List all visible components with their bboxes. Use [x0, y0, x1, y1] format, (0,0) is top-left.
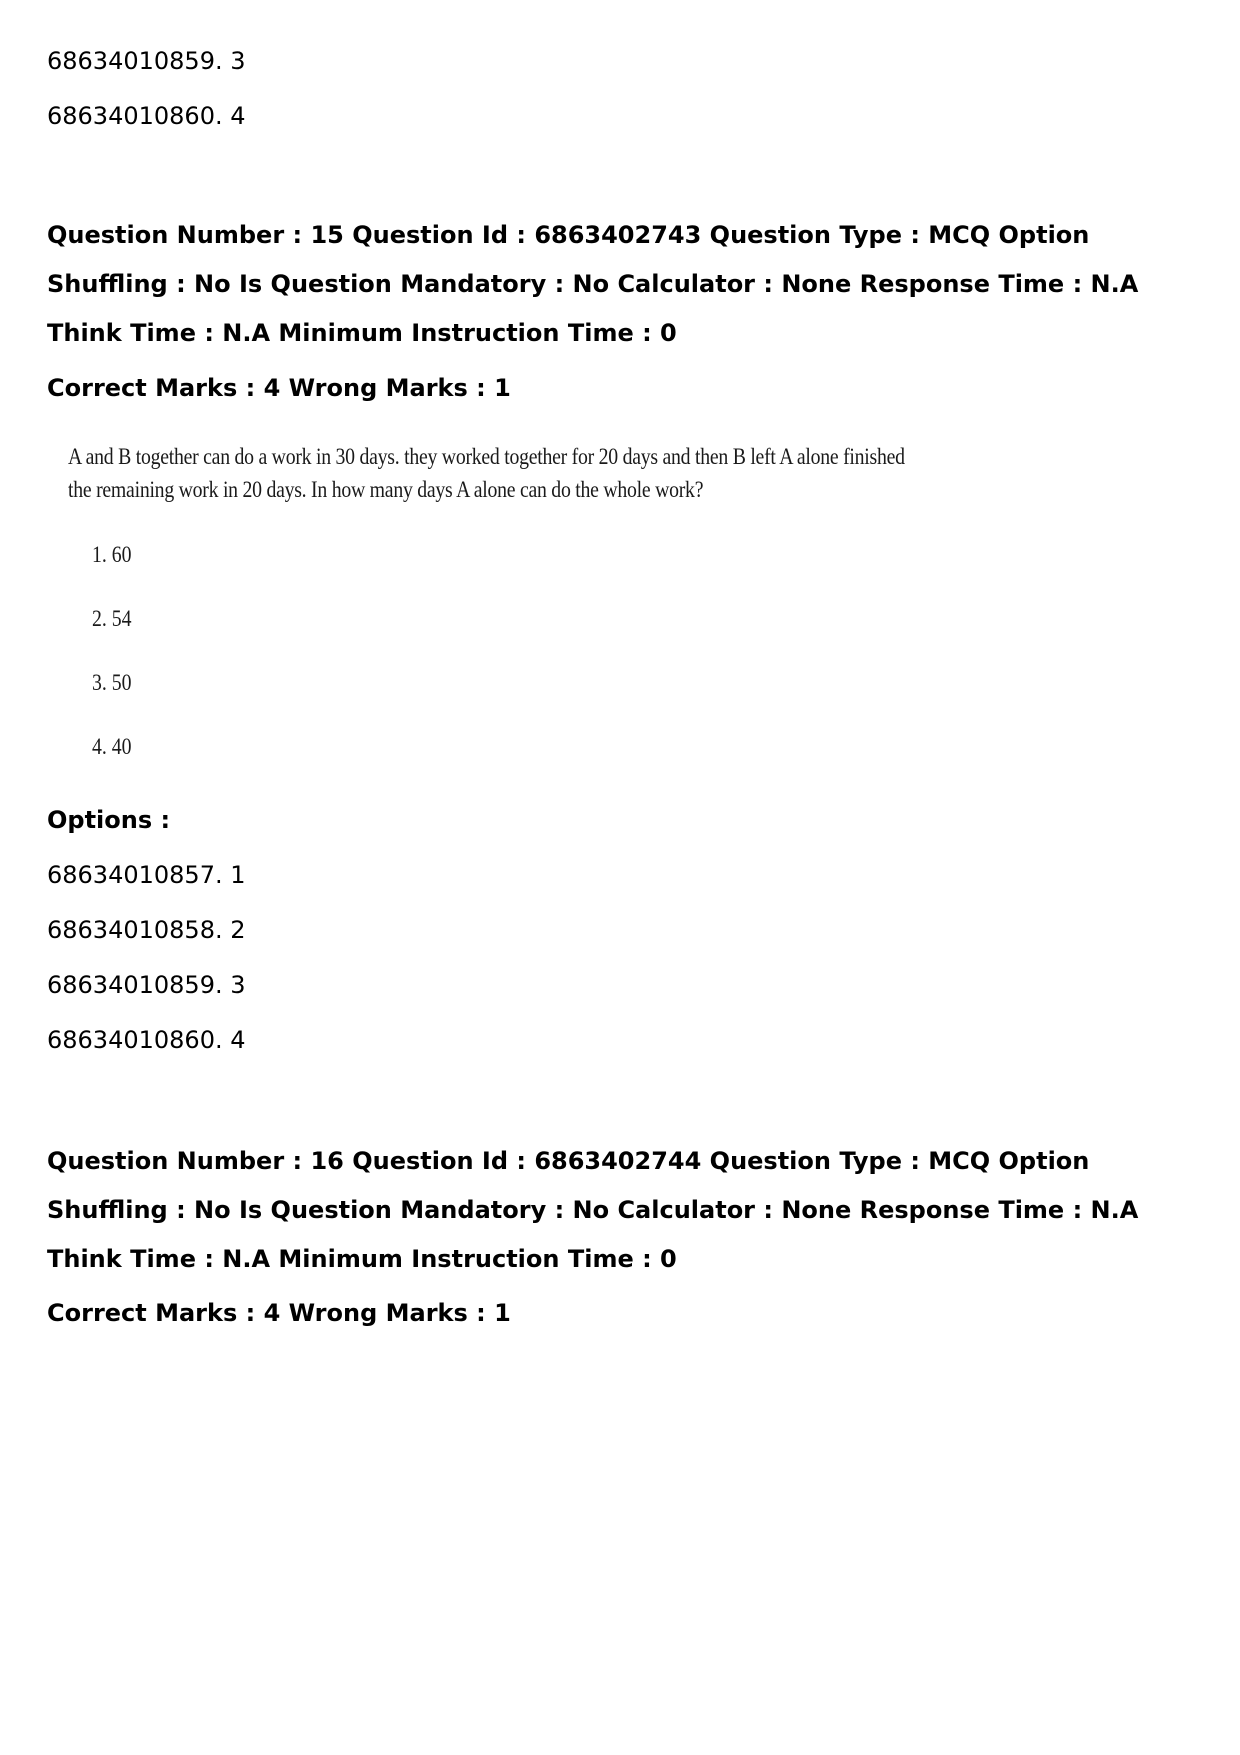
question-15-option-3: 68634010859. 3: [47, 971, 246, 999]
question-15-choice-4: 4. 40: [92, 734, 132, 759]
question-15-option-1: 68634010857. 1: [47, 861, 246, 889]
question-15-options-label: Options :: [47, 806, 171, 834]
question-15-text-line-1: A and B together can do a work in 30 days. they worked together for 20 days and then B left A alone finished: [68, 444, 905, 469]
question-15-choice-3: 3. 50: [92, 670, 132, 695]
prev-option-3: 68634010859. 3: [47, 47, 246, 75]
question-16-meta: Question Number : 16 Question Id : 6863402744 Question Type : MCQ Option Shuffling : No Is Question Mandatory : No Calculator : None Response Time : N.A Think Time : N.A Minimum Instruction Time : 0: [47, 1147, 1139, 1273]
question-15-choice-1: 1. 60: [92, 542, 132, 567]
question-15-option-4: 68634010860. 4: [47, 1026, 246, 1054]
question-16-marks: Correct Marks : 4 Wrong Marks : 1: [47, 1299, 511, 1327]
question-15-meta: Question Number : 15 Question Id : 6863402743 Question Type : MCQ Option Shuffling : No Is Question Mandatory : No Calculator : None Response Time : N.A Think Time : N.A Minimum Instruction Time : 0: [47, 221, 1139, 347]
question-15-marks: Correct Marks : 4 Wrong Marks : 1: [47, 374, 511, 402]
question-15-choice-2: 2. 54: [92, 606, 132, 631]
prev-option-4: 68634010860. 4: [47, 102, 246, 130]
question-15-option-2: 68634010858. 2: [47, 916, 246, 944]
question-15-text-line-2: the remaining work in 20 days. In how many days A alone can do the whole work?: [68, 477, 704, 502]
question-15-image: [68, 440, 968, 770]
